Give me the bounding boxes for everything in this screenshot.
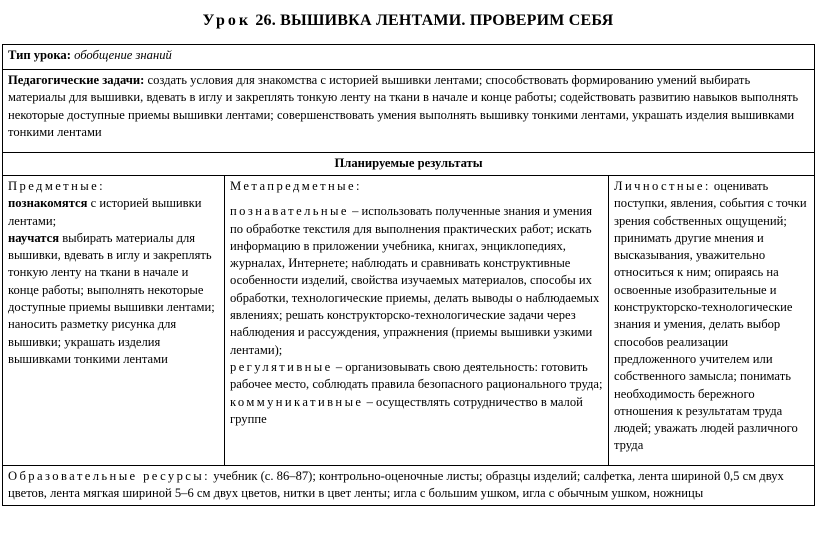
- personal-results-cell: [609, 176, 815, 466]
- resources-text: учебник (с. 86–87); контрольно-оценочные листы; образцы изделий; салфетка, лента шириной 0,5 см двух цветов, лента мягкая шириной 5–6 см двух цветов, нитки в цвет ленты; игла с большим ушком, игла с обычным ушком, ножницы: [8, 469, 784, 501]
- meta-results-cell: [225, 176, 609, 466]
- meta-communicative-term: коммуникативные: [230, 394, 364, 409]
- meta-communicative-text: – осуществлять сотрудничество в малой группе: [230, 394, 583, 426]
- subject-item2-text: выбирать материалы для вышивки, вдевать в иглу и закреплять тонкую ленту на ткани в начале и конце работы; выполнять некоторые доступные приемы вышивки лентами; наносить разметку рисунка для вышивки; украшать изделия вышивками тонкими лентами: [8, 230, 215, 366]
- tasks-label: Педагогические задачи:: [8, 73, 145, 87]
- meta-regulatory-text: – организовывать свою деятельность: готовить рабочее место, соблюдать правила безопасного рационального труда;: [230, 359, 603, 392]
- meta-regulatory-term: регулятивные: [230, 359, 333, 374]
- resources-cell: [3, 466, 815, 506]
- lesson-plan-table: [2, 44, 815, 506]
- personal-text: оценивать поступки, явления, события с точки зрения собственных ощущений; принимать другие мнения и высказывания, уважительно относиться к ним; опираясь на освоенные изобразительные и конструкторско-технологические знания и умения, делать выбор способов реализации предложенного учителем или собственного замысла; понимать необходимость бережного отношения к результатам труда людей; уважать людей различного труда: [614, 179, 807, 453]
- tasks-cell: [3, 70, 815, 153]
- resources-label: Образовательные ресурсы:: [8, 469, 211, 483]
- page-title: [0, 12, 816, 30]
- tasks-row: [3, 70, 815, 153]
- results-columns-row: [3, 176, 815, 466]
- planned-results-header-row: [3, 153, 815, 176]
- subject-item2-term: научатся: [8, 230, 60, 245]
- lesson-type-cell: [3, 45, 815, 70]
- tasks-text: создать условия для знакомства с историей вышивки лентами; способствовать формированию умений выбирать материалы для вышивки, вдевать в иглу и закреплять тонкую ленту на ткани в начале и конце работы; содействовать развитию навыков выполнять некоторые доступные приемы вышивки лентами; совершенствовать умения выполнять вышивку тонкими лентами, украшать изделия вышивками тонкими лентами: [8, 73, 799, 139]
- planned-results-header: Планируемые результаты: [3, 153, 815, 176]
- title-lesson-word: Урок: [202, 12, 252, 29]
- resources-row: [3, 466, 815, 506]
- meta-heading: Метапредметные:: [230, 179, 362, 193]
- subject-item1-text: с историей вышивки лентами;: [8, 196, 202, 228]
- meta-cognitive-term: познавательные: [230, 204, 349, 219]
- subject-heading: Предметные:: [8, 179, 105, 193]
- lesson-type-value: обобщение знаний: [74, 48, 172, 62]
- lesson-type-label: Тип урока:: [8, 48, 71, 62]
- lesson-type-row: [3, 45, 815, 70]
- title-text: 26. ВЫШИВКА ЛЕНТАМИ. ПРОВЕРИМ СЕБЯ: [255, 12, 614, 29]
- personal-heading: Личностные:: [614, 179, 711, 193]
- subject-item1-term: познакомятся: [8, 196, 88, 211]
- meta-cognitive-text: – использовать полученные знания и умения по обработке текстиля для выполнения практических работ; искать информацию в приложении учебника, книгах, энциклопедиях, журналах, Интернете; наблюдать и сравнивать конструктивные особенности изделий, свойства изучаемых материалов, способы их обработки, технологические приемы, делать выводы о наблюдаемых явлениях; решать конструкторско-технологические задачи через наблюдения и рассуждения, упражнения (приемы вышивки узкими лентами);: [230, 204, 600, 357]
- subject-results-cell: [3, 176, 225, 466]
